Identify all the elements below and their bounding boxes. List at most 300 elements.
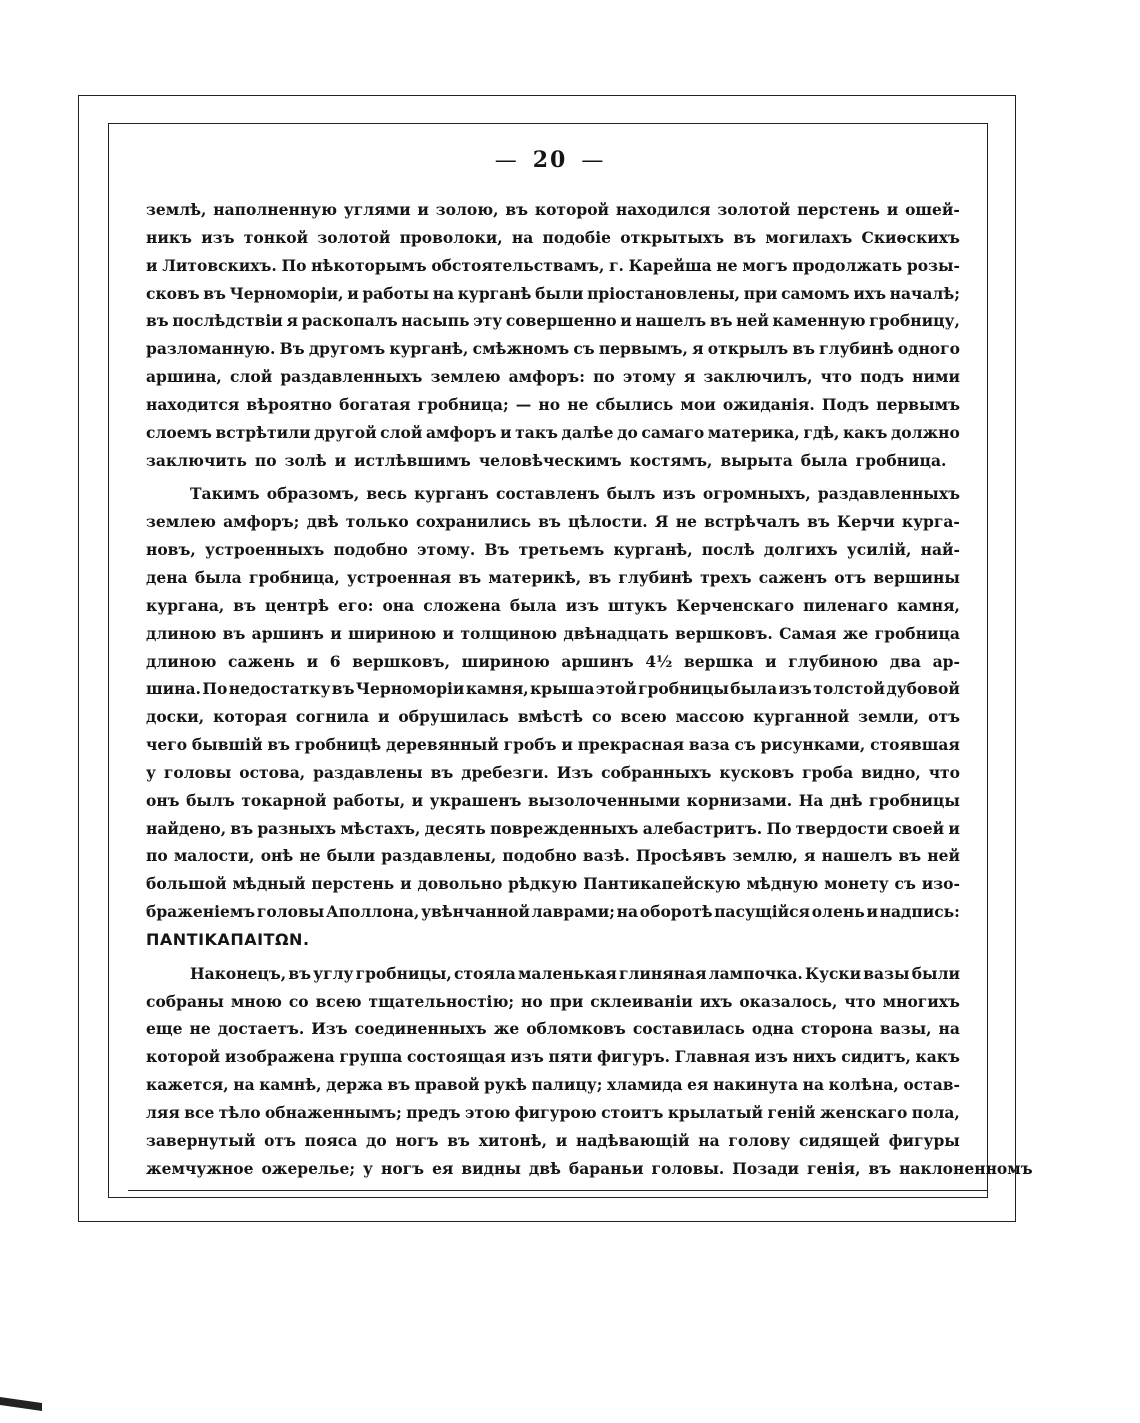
text-word: обрушилась — [398, 707, 509, 727]
text-word: началѣ; — [889, 283, 960, 303]
text-word: Подъ — [821, 394, 870, 414]
text-line — [146, 926, 960, 954]
text-word: и — [765, 651, 777, 671]
text-word: въ — [331, 679, 355, 699]
text-word: соединенныхъ — [354, 1019, 487, 1039]
text-word: ожерелье; — [261, 1158, 356, 1178]
text-word: наполненную — [213, 200, 337, 219]
text-word: кургана, — [146, 595, 225, 615]
text-word: мѣстахъ, — [340, 818, 421, 838]
text-line — [146, 1127, 960, 1155]
text-word: бывшій — [191, 735, 263, 755]
text-line — [146, 1071, 960, 1099]
text-word: его: — [338, 595, 374, 615]
text-word: десять — [424, 818, 486, 838]
text-word: сторона — [800, 1019, 873, 1039]
text-word: хитонѣ, — [478, 1130, 548, 1150]
text-word: не — [567, 394, 589, 414]
text-word: ваза — [688, 735, 730, 755]
text-word: на — [233, 1075, 255, 1095]
text-word: колѣна, — [828, 1075, 899, 1095]
text-word: курганной — [753, 707, 850, 727]
text-word: и — [620, 311, 632, 331]
text-word: со — [288, 991, 309, 1011]
text-word: раздавленныхъ — [280, 367, 423, 387]
text-word: въ — [709, 311, 733, 331]
text-word: нашелъ — [821, 846, 893, 866]
text-line — [146, 280, 960, 308]
text-word: шириною — [348, 623, 437, 643]
text-word: украшенъ — [429, 790, 522, 810]
text-word: и — [347, 283, 359, 303]
text-word: со — [591, 707, 612, 727]
text-word: по — [593, 367, 615, 387]
text-word: доски, — [146, 707, 205, 727]
text-word: вершка — [684, 651, 754, 671]
text-word: подобно — [502, 846, 577, 866]
text-word: вызолоченными — [527, 790, 681, 810]
text-word: деревянный — [385, 735, 499, 755]
text-word: не — [189, 1019, 211, 1039]
text-line — [146, 592, 960, 620]
text-word: надѣвающій — [576, 1130, 690, 1150]
text-line — [146, 419, 960, 447]
text-word: камня, — [897, 595, 960, 615]
text-word: Въ — [279, 339, 305, 359]
text-word: которой — [146, 1047, 221, 1067]
text-word: вершковъ. — [675, 623, 773, 643]
text-word: накинута — [713, 1075, 799, 1095]
text-word: находился — [615, 200, 711, 219]
text-word: этому. — [417, 540, 476, 560]
text-word: въ — [505, 200, 529, 219]
text-word: амфоръ; — [223, 512, 300, 532]
text-word: вырыта — [720, 450, 793, 470]
text-line — [146, 759, 960, 787]
text-word: наклоненномъ — [899, 1158, 1033, 1178]
text-word: Пантикапейскую — [583, 874, 741, 894]
text-word: были — [535, 283, 584, 303]
text-line — [146, 363, 960, 391]
text-word: заключилъ, — [703, 367, 813, 387]
text-word: Въ — [484, 540, 510, 560]
text-word: въ — [538, 512, 561, 532]
text-word: разломанную. — [146, 339, 276, 359]
text-word: двѣнадцать — [563, 623, 669, 643]
text-word: олень — [811, 902, 865, 922]
text-word: но — [538, 394, 561, 414]
text-word: первымъ — [876, 394, 960, 414]
text-word: и — [417, 200, 429, 219]
text-word: сидящей — [798, 1130, 880, 1150]
text-word: въ — [807, 512, 830, 532]
text-word: пасущійся — [714, 902, 810, 922]
text-word: изъ — [510, 1047, 544, 1067]
text-word: другомъ — [308, 339, 386, 359]
text-word: никъ — [146, 227, 192, 247]
text-word: каменную — [772, 311, 866, 331]
text-word: въ — [203, 283, 226, 303]
text-word: одного — [897, 339, 960, 359]
text-word: по — [254, 450, 277, 470]
text-word: вазы, — [879, 1019, 932, 1039]
text-word: на — [698, 1130, 720, 1150]
text-word: въ — [733, 227, 757, 247]
text-word: отъ — [834, 567, 867, 587]
text-line — [146, 988, 960, 1016]
text-word: разныхъ — [257, 818, 337, 838]
text-word: кусковъ — [719, 762, 795, 782]
text-word: Самая — [779, 623, 837, 643]
text-word: по — [146, 846, 168, 866]
text-word: этой — [595, 679, 637, 699]
text-word: токарной — [241, 790, 327, 810]
text-word: какъ — [915, 1047, 960, 1067]
text-word: подобіе — [542, 227, 611, 247]
text-word: съ — [573, 339, 595, 359]
text-word: ар- — [932, 651, 960, 671]
text-word: и — [561, 735, 573, 755]
text-word: курга- — [901, 512, 960, 532]
text-line — [146, 1043, 960, 1071]
text-word: предъ — [406, 1103, 461, 1122]
text-word: завернутый — [146, 1130, 256, 1150]
text-word: курганѣ, — [389, 339, 469, 359]
text-word: перстень — [311, 874, 395, 894]
text-word: образомъ, — [266, 484, 360, 504]
text-line — [146, 252, 960, 280]
text-word: гробницы, — [355, 963, 452, 983]
text-line — [146, 447, 960, 475]
text-word: сидитъ, — [841, 1047, 911, 1067]
text-word: материка, — [707, 422, 800, 442]
text-word: открытыхъ — [620, 227, 725, 247]
text-word: въ — [868, 1158, 892, 1178]
text-line — [146, 1155, 1033, 1183]
text-word: стоитъ — [601, 1103, 664, 1122]
text-word: г. — [609, 255, 624, 275]
text-word: подъ — [860, 367, 904, 387]
text-word: раздавленныхъ — [817, 484, 960, 504]
text-line — [146, 307, 960, 335]
text-word: какъ — [843, 422, 888, 442]
text-word: шина. — [146, 679, 201, 699]
text-word: гробницы — [638, 679, 729, 699]
text-word: ΠΑΝΤΙΚΑΠΑΙΤΩΝ. — [146, 929, 310, 949]
text-word: послѣ — [701, 540, 755, 560]
text-word: изъ — [662, 484, 696, 504]
text-word: не — [716, 255, 738, 275]
text-word: шириною — [461, 651, 550, 671]
text-word: могъ — [742, 255, 788, 275]
text-word: гробницѣ — [294, 735, 382, 755]
text-word: углу — [313, 963, 354, 983]
text-word: ней — [736, 311, 769, 331]
text-word: изъ — [201, 227, 235, 247]
text-word: — — [515, 394, 532, 414]
text-word: въ — [588, 567, 612, 587]
text-word: ней — [927, 846, 960, 866]
text-word: глубинѣ — [618, 567, 693, 587]
text-word: подобно — [333, 540, 408, 560]
text-word: не — [299, 846, 321, 866]
text-word: массою — [675, 707, 745, 727]
text-word: смѣжномъ — [472, 339, 570, 359]
text-word: склеиваніи — [590, 991, 693, 1011]
text-word: амфоръ — [425, 422, 497, 442]
text-word: гробница; — [417, 394, 509, 414]
text-word: и — [306, 651, 319, 671]
text-word: вазы — [863, 963, 910, 983]
text-word: Позади — [732, 1158, 800, 1178]
text-word: въ — [146, 311, 169, 331]
text-word: отъ — [264, 1130, 296, 1150]
text-word: рукѣ — [484, 1075, 527, 1095]
text-word: Я — [654, 512, 669, 532]
text-word: днѣ — [829, 790, 863, 810]
text-word: Просѣявъ — [636, 846, 727, 866]
text-word: крылатый — [667, 1103, 764, 1122]
text-line — [146, 480, 960, 508]
text-word: Скиѳскихъ — [861, 227, 960, 247]
text-word: глубинѣ — [819, 339, 894, 359]
text-word: такъ — [515, 422, 558, 442]
text-word: этому — [622, 367, 676, 387]
text-word: первымъ, — [598, 339, 688, 359]
text-word: головы — [163, 762, 232, 782]
text-word: другой — [314, 422, 377, 442]
text-word: головы. — [651, 1158, 725, 1178]
text-word: гробъ — [503, 735, 557, 755]
text-line — [146, 703, 960, 731]
text-word: перстень — [797, 200, 880, 219]
text-word: же — [493, 1019, 520, 1039]
text-word: онѣ — [260, 846, 294, 866]
text-word: Керчи — [837, 512, 895, 532]
text-word: аршина, — [146, 367, 222, 387]
text-word: сковъ — [146, 283, 200, 303]
text-word: найдено, — [146, 818, 227, 838]
text-word: мною — [230, 991, 282, 1011]
text-word: не — [675, 512, 697, 532]
text-line — [146, 564, 960, 592]
text-word: долгихъ — [763, 540, 838, 560]
text-word: глиняная — [618, 963, 707, 983]
text-word: одна — [751, 1019, 794, 1039]
text-word: гробница. — [855, 450, 947, 470]
text-word: и — [146, 255, 158, 275]
text-word: По — [281, 255, 307, 275]
text-word: Керченскаго — [676, 595, 795, 615]
text-word: пяти — [548, 1047, 593, 1067]
text-word: фигурою — [514, 1103, 597, 1122]
text-word: костямъ, — [629, 450, 713, 470]
text-word: длиною — [146, 623, 217, 643]
text-word: корнизами. — [686, 790, 793, 810]
text-word: гробница, — [248, 567, 340, 587]
text-word: твердости — [795, 818, 888, 838]
text-word: ихъ — [699, 991, 733, 1011]
text-word: съ — [894, 874, 916, 894]
text-word: слой — [229, 367, 273, 387]
text-word: головы — [256, 902, 325, 922]
text-word: золою, — [435, 200, 499, 219]
text-word: богатая — [339, 394, 411, 414]
text-word: своей — [892, 818, 945, 838]
text-word: она — [382, 595, 415, 615]
text-word: Аполлона, — [326, 902, 420, 922]
text-word: амфоръ: — [508, 367, 585, 387]
page-body-text — [146, 196, 1033, 1183]
text-word: еще — [146, 1019, 183, 1039]
text-word: человѣческимъ — [478, 450, 622, 470]
text-word: слой — [380, 422, 423, 442]
text-word: пріостановлены, — [587, 283, 741, 303]
text-word: дена — [146, 567, 188, 587]
text-word: толстой — [813, 679, 885, 699]
text-word: истлѣвшимъ — [354, 450, 471, 470]
text-word: въ — [458, 567, 482, 587]
text-word: Черноморіи, — [229, 283, 344, 303]
text-word: въ — [230, 818, 254, 838]
text-word: курганъ — [414, 484, 489, 504]
text-word: въ — [792, 339, 815, 359]
text-word: Куски — [804, 963, 862, 983]
text-word: гроба — [802, 762, 854, 782]
text-word: Главная — [674, 1047, 750, 1067]
text-word: составилась — [632, 1019, 745, 1039]
text-word: совершенно — [505, 311, 617, 331]
text-word: алебастритъ. — [642, 818, 763, 838]
text-word: эту — [473, 311, 503, 331]
text-word: до — [366, 1130, 387, 1150]
text-line — [146, 787, 960, 815]
text-word: до — [617, 422, 638, 442]
text-word: что — [928, 762, 960, 782]
text-word: лаврами; — [531, 902, 615, 922]
text-word: фигуръ. — [597, 1047, 671, 1067]
text-word: обнаженнымъ; — [264, 1103, 402, 1122]
text-word: была — [730, 679, 778, 699]
text-word: крыша — [530, 679, 595, 699]
text-line — [146, 960, 960, 988]
text-word: въ — [387, 1075, 411, 1095]
text-word: видны — [461, 1158, 521, 1178]
text-word: 6 — [329, 651, 341, 671]
text-word: и — [377, 707, 390, 727]
text-word: толщиною — [460, 623, 558, 643]
text-line — [146, 842, 960, 870]
text-word: камня, — [465, 679, 529, 699]
text-word: углями — [343, 200, 411, 219]
text-word: раскопалъ — [301, 311, 398, 331]
text-word: стоявшая — [870, 735, 960, 755]
text-word: при — [549, 991, 584, 1011]
text-word: вершины — [873, 567, 960, 587]
text-word: изъ — [754, 1047, 788, 1067]
text-word: ляя — [146, 1103, 180, 1122]
text-word: золѣ — [284, 450, 327, 470]
page-edge-mark — [0, 1397, 42, 1411]
text-word: но — [521, 991, 543, 1011]
text-word: я — [683, 367, 696, 387]
text-word: на — [802, 1075, 825, 1095]
text-word: что — [844, 991, 876, 1011]
text-word: Изъ — [556, 762, 594, 782]
text-line — [146, 508, 960, 536]
text-word: огромныхъ, — [702, 484, 811, 504]
text-word: тонкой — [243, 227, 309, 247]
text-word: цѣлости. — [568, 512, 648, 532]
text-word: въ — [222, 623, 246, 643]
text-line — [146, 196, 960, 224]
text-word: могилахъ — [765, 227, 853, 247]
text-word: въ — [233, 595, 256, 615]
text-word: дубовой — [886, 679, 960, 699]
text-word: камнѣ, — [259, 1075, 322, 1095]
text-word: нашелъ — [635, 311, 707, 331]
text-word: многихъ — [882, 991, 960, 1011]
text-word: была — [194, 567, 242, 587]
text-word: на — [616, 902, 639, 922]
text-word: стояла — [454, 963, 516, 983]
text-word: сохранились — [415, 512, 532, 532]
text-word: дребезги. — [461, 762, 549, 782]
text-word: работы — [362, 283, 430, 303]
text-word: генія, — [807, 1158, 861, 1178]
text-word: собранныхъ — [601, 762, 712, 782]
text-word: самомъ — [781, 283, 850, 303]
text-word: мѣдный — [232, 874, 306, 894]
text-word: Черноморіи — [355, 679, 465, 699]
text-line — [146, 870, 960, 898]
text-word: Изъ — [311, 1019, 348, 1039]
text-word: нѣкоторымъ — [311, 255, 427, 275]
text-word: встрѣчалъ — [704, 512, 800, 532]
text-word: най- — [920, 540, 960, 560]
text-word: длиною — [146, 651, 217, 671]
text-word: 4½ — [645, 651, 673, 671]
text-word: и — [330, 623, 342, 643]
text-word: недостатку — [228, 679, 331, 699]
text-word: въ — [430, 762, 454, 782]
text-word: и — [442, 623, 455, 643]
text-word: земли, — [858, 707, 920, 727]
text-word: остав- — [903, 1075, 960, 1095]
text-word: должно — [890, 422, 960, 442]
text-word: на — [938, 1019, 960, 1039]
text-line — [146, 731, 960, 759]
text-word: Такимъ — [190, 484, 260, 504]
text-line — [146, 1099, 960, 1127]
text-word: пояса — [304, 1130, 358, 1150]
text-word: фигуры — [888, 1130, 960, 1150]
text-word: на — [511, 227, 534, 247]
text-word: раздавлены, — [381, 846, 497, 866]
text-word: изъ — [565, 595, 599, 615]
text-word: бараньи — [568, 1158, 644, 1178]
text-word: я — [804, 846, 816, 866]
text-word: весь — [366, 484, 407, 504]
text-line — [146, 898, 960, 926]
text-word: которая — [213, 707, 287, 727]
text-word: всею — [315, 991, 362, 1011]
text-word: встрѣтили — [215, 422, 311, 442]
text-word: насыпь — [401, 311, 470, 331]
text-word: этою — [464, 1103, 511, 1122]
text-word: у — [363, 1158, 373, 1178]
text-word: глубиною — [788, 651, 879, 671]
